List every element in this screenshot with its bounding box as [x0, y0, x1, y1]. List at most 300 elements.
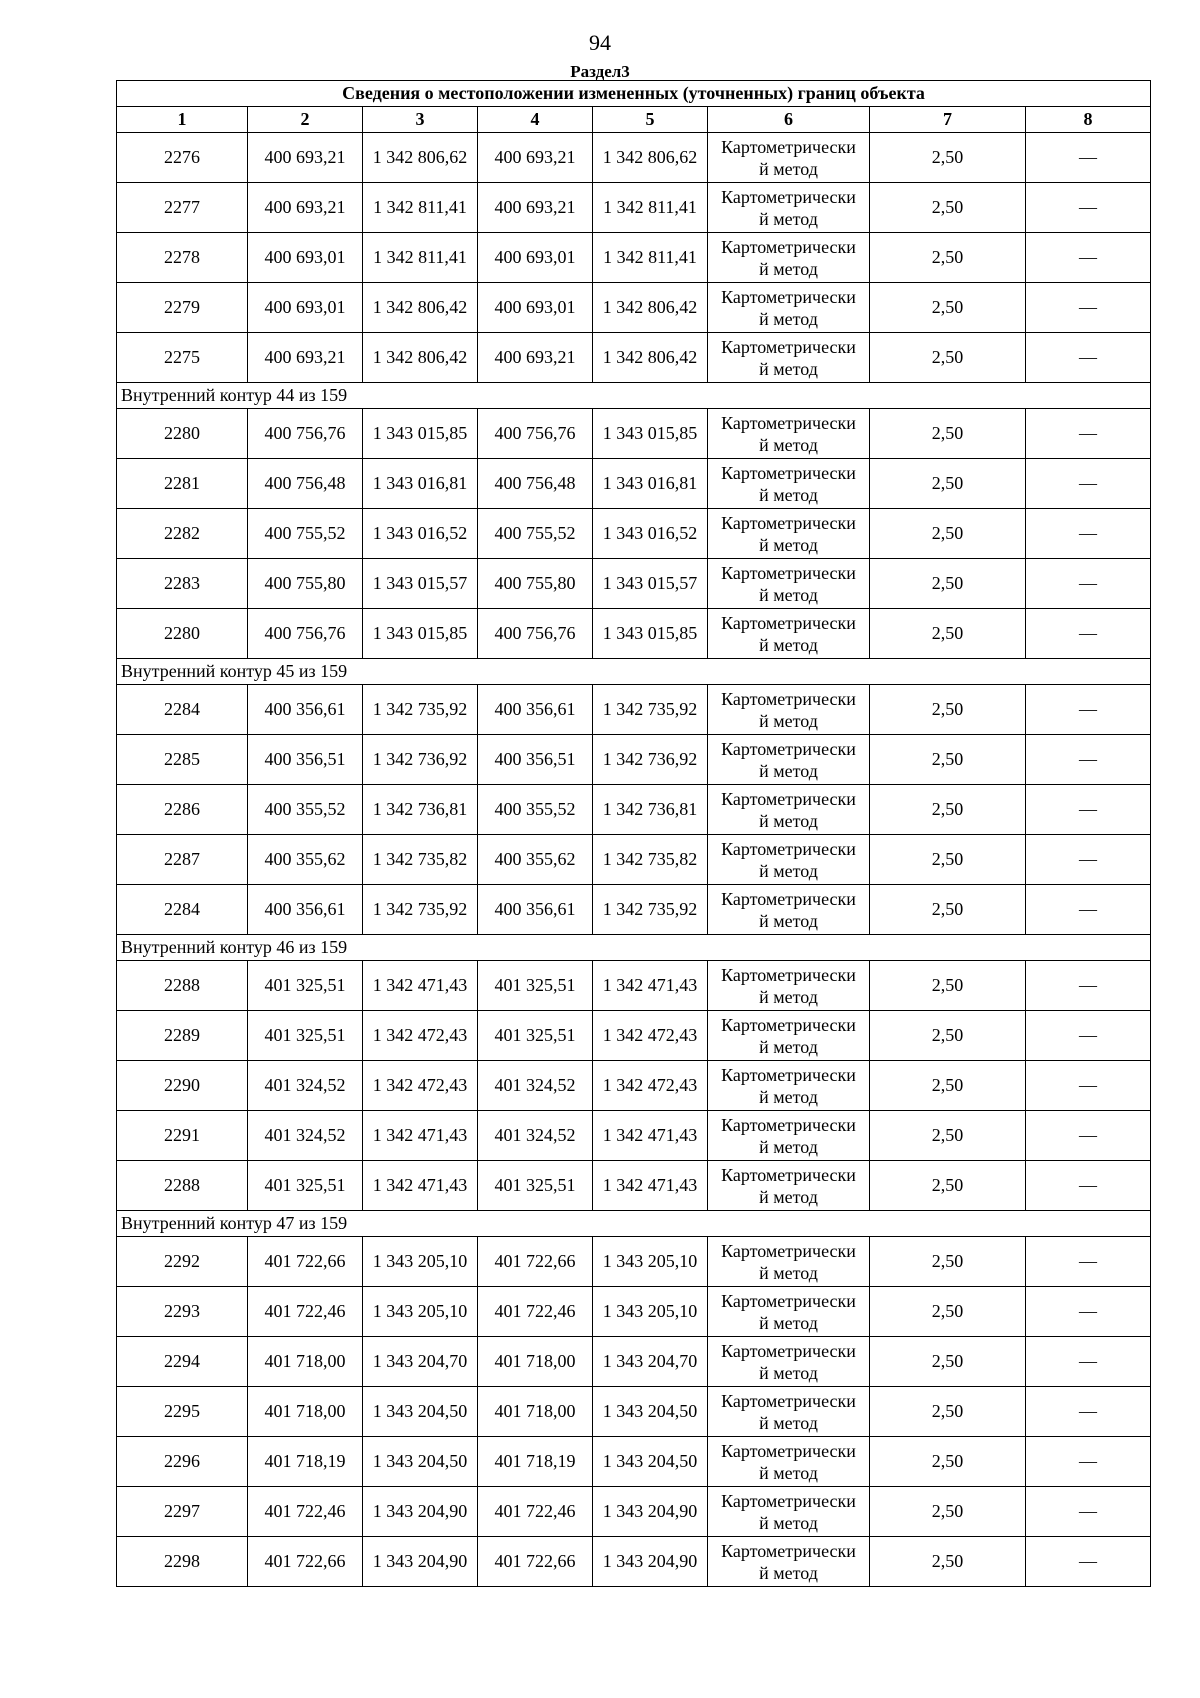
accuracy-cell: 2,50: [870, 1487, 1026, 1537]
note-cell: —: [1026, 459, 1151, 509]
contour-heading-row: [117, 659, 1151, 685]
y-old-cell: 1 342 736,81: [363, 785, 478, 835]
y-new-cell: 1 342 472,43: [593, 1011, 708, 1061]
x-old-cell: 400 355,62: [248, 835, 363, 885]
point-number-cell: 2283: [117, 559, 248, 609]
x-new-cell: 401 722,66: [478, 1237, 593, 1287]
x-old-cell: 400 693,01: [248, 283, 363, 333]
method-line: й метод: [759, 1562, 818, 1583]
y-old-cell: 1 342 471,43: [363, 1161, 478, 1211]
x-old-cell: 401 718,00: [248, 1387, 363, 1437]
note-cell: —: [1026, 1337, 1151, 1387]
note-cell: —: [1026, 1011, 1151, 1061]
note-cell: —: [1026, 333, 1151, 383]
method-line: й метод: [759, 910, 818, 931]
note-cell: —: [1026, 835, 1151, 885]
accuracy-cell: 2,50: [870, 961, 1026, 1011]
y-new-cell: 1 343 015,85: [593, 609, 708, 659]
point-number-cell: 2278: [117, 233, 248, 283]
accuracy-cell: 2,50: [870, 559, 1026, 609]
note-cell: —: [1026, 1437, 1151, 1487]
y-new-cell: 1 343 204,50: [593, 1437, 708, 1487]
table-row: [117, 1387, 1151, 1437]
note-cell: —: [1026, 409, 1151, 459]
table-row: [117, 459, 1151, 509]
method-line: й метод: [759, 1412, 818, 1433]
contour-heading-row: [117, 1211, 1151, 1237]
method-cell: [708, 133, 870, 183]
x-old-cell: 401 718,19: [248, 1437, 363, 1487]
boundary-coordinates-table: [116, 80, 1151, 1587]
method-cell: [708, 183, 870, 233]
method-line: й метод: [759, 208, 818, 229]
y-new-cell: 1 342 471,43: [593, 1111, 708, 1161]
table-row: [117, 409, 1151, 459]
contour-heading: Внутренний контур 44 из 159: [117, 383, 1151, 409]
method-cell: [708, 735, 870, 785]
method-line: Картометрически: [721, 1164, 856, 1185]
y-new-cell: 1 343 016,52: [593, 509, 708, 559]
y-new-cell: 1 343 204,90: [593, 1537, 708, 1587]
x-old-cell: 400 755,52: [248, 509, 363, 559]
y-old-cell: 1 342 472,43: [363, 1011, 478, 1061]
point-number-cell: 2285: [117, 735, 248, 785]
y-new-cell: 1 343 016,81: [593, 459, 708, 509]
y-old-cell: 1 343 204,50: [363, 1437, 478, 1487]
x-old-cell: 401 722,46: [248, 1287, 363, 1337]
table-row: [117, 509, 1151, 559]
accuracy-cell: 2,50: [870, 609, 1026, 659]
x-old-cell: 400 693,21: [248, 333, 363, 383]
contour-heading: Внутренний контур 47 из 159: [117, 1211, 1151, 1237]
method-line: Картометрически: [721, 1490, 856, 1511]
column-number: 1: [117, 107, 248, 133]
method-line: Картометрически: [721, 1340, 856, 1361]
point-number-cell: 2291: [117, 1111, 248, 1161]
table-body: [117, 133, 1151, 1587]
x-new-cell: 401 325,51: [478, 1161, 593, 1211]
method-line: й метод: [759, 158, 818, 179]
note-cell: —: [1026, 559, 1151, 609]
x-old-cell: 400 356,51: [248, 735, 363, 785]
table-row: [117, 1287, 1151, 1337]
method-line: Картометрически: [721, 412, 856, 433]
point-number-cell: 2286: [117, 785, 248, 835]
y-old-cell: 1 343 204,70: [363, 1337, 478, 1387]
y-old-cell: 1 343 015,85: [363, 409, 478, 459]
method-line: й метод: [759, 308, 818, 329]
y-new-cell: 1 342 735,92: [593, 685, 708, 735]
note-cell: —: [1026, 1111, 1151, 1161]
table-row: [117, 885, 1151, 935]
method-line: й метод: [759, 1462, 818, 1483]
y-old-cell: 1 342 811,41: [363, 233, 478, 283]
y-old-cell: 1 343 015,85: [363, 609, 478, 659]
point-number-cell: 2294: [117, 1337, 248, 1387]
y-new-cell: 1 342 811,41: [593, 183, 708, 233]
x-new-cell: 401 324,52: [478, 1111, 593, 1161]
x-new-cell: 401 718,00: [478, 1337, 593, 1387]
method-line: й метод: [759, 258, 818, 279]
note-cell: —: [1026, 1537, 1151, 1587]
table-row: [117, 685, 1151, 735]
method-line: Картометрически: [721, 964, 856, 985]
method-line: й метод: [759, 634, 818, 655]
method-cell: [708, 559, 870, 609]
x-old-cell: 401 324,52: [248, 1061, 363, 1111]
method-line: й метод: [759, 434, 818, 455]
x-old-cell: 400 756,76: [248, 609, 363, 659]
method-line: й метод: [759, 1136, 818, 1157]
y-old-cell: 1 343 204,90: [363, 1487, 478, 1537]
method-line: Картометрически: [721, 1390, 856, 1411]
method-line: й метод: [759, 1512, 818, 1533]
x-new-cell: 400 356,61: [478, 685, 593, 735]
accuracy-cell: 2,50: [870, 1011, 1026, 1061]
column-number: 8: [1026, 107, 1151, 133]
y-new-cell: 1 342 735,92: [593, 885, 708, 935]
x-old-cell: 400 756,48: [248, 459, 363, 509]
method-cell: [708, 1287, 870, 1337]
note-cell: —: [1026, 233, 1151, 283]
y-new-cell: 1 343 204,70: [593, 1337, 708, 1387]
method-cell: [708, 1487, 870, 1537]
method-cell: [708, 333, 870, 383]
table-row: [117, 1337, 1151, 1387]
table-row: [117, 1537, 1151, 1587]
y-new-cell: 1 342 806,42: [593, 333, 708, 383]
note-cell: —: [1026, 609, 1151, 659]
accuracy-cell: 2,50: [870, 409, 1026, 459]
accuracy-cell: 2,50: [870, 885, 1026, 935]
point-number-cell: 2280: [117, 609, 248, 659]
y-old-cell: 1 342 811,41: [363, 183, 478, 233]
note-cell: —: [1026, 1387, 1151, 1437]
method-line: й метод: [759, 1262, 818, 1283]
point-number-cell: 2277: [117, 183, 248, 233]
column-number: 6: [708, 107, 870, 133]
y-new-cell: 1 343 205,10: [593, 1237, 708, 1287]
x-new-cell: 400 356,61: [478, 885, 593, 935]
y-old-cell: 1 342 806,42: [363, 283, 478, 333]
point-number-cell: 2275: [117, 333, 248, 383]
x-new-cell: 400 693,01: [478, 233, 593, 283]
x-old-cell: 401 325,51: [248, 961, 363, 1011]
y-old-cell: 1 343 205,10: [363, 1287, 478, 1337]
x-new-cell: 401 325,51: [478, 961, 593, 1011]
y-new-cell: 1 342 472,43: [593, 1061, 708, 1111]
table-row: [117, 133, 1151, 183]
x-new-cell: 400 756,76: [478, 409, 593, 459]
x-new-cell: 401 722,46: [478, 1287, 593, 1337]
x-new-cell: 400 755,52: [478, 509, 593, 559]
y-new-cell: 1 343 204,90: [593, 1487, 708, 1537]
point-number-cell: 2288: [117, 1161, 248, 1211]
method-cell: [708, 785, 870, 835]
method-cell: [708, 961, 870, 1011]
y-new-cell: 1 342 471,43: [593, 961, 708, 1011]
note-cell: —: [1026, 509, 1151, 559]
x-new-cell: 401 722,66: [478, 1537, 593, 1587]
table-row: [117, 333, 1151, 383]
table-row: [117, 233, 1151, 283]
y-old-cell: 1 343 016,81: [363, 459, 478, 509]
method-line: Картометрически: [721, 1440, 856, 1461]
note-cell: —: [1026, 133, 1151, 183]
note-cell: —: [1026, 283, 1151, 333]
x-old-cell: 401 722,66: [248, 1237, 363, 1287]
table-row: [117, 1011, 1151, 1061]
section-title: Раздел3: [570, 62, 630, 81]
method-cell: [708, 509, 870, 559]
column-number: 5: [593, 107, 708, 133]
y-new-cell: 1 342 806,62: [593, 133, 708, 183]
accuracy-cell: 2,50: [870, 685, 1026, 735]
table-caption: Сведения о местоположении измененных (уточненных) границ объекта: [117, 81, 1151, 107]
accuracy-cell: 2,50: [870, 1111, 1026, 1161]
note-cell: —: [1026, 735, 1151, 785]
method-line: й метод: [759, 810, 818, 831]
method-line: Картометрически: [721, 336, 856, 357]
y-old-cell: 1 342 472,43: [363, 1061, 478, 1111]
page-number: 94: [589, 30, 611, 55]
y-new-cell: 1 342 736,92: [593, 735, 708, 785]
x-old-cell: 400 756,76: [248, 409, 363, 459]
method-cell: [708, 1237, 870, 1287]
table-row: [117, 609, 1151, 659]
method-cell: [708, 1537, 870, 1587]
method-line: й метод: [759, 584, 818, 605]
method-line: Картометрически: [721, 612, 856, 633]
note-cell: —: [1026, 885, 1151, 935]
method-cell: [708, 409, 870, 459]
y-new-cell: 1 342 806,42: [593, 283, 708, 333]
y-new-cell: 1 342 811,41: [593, 233, 708, 283]
accuracy-cell: 2,50: [870, 509, 1026, 559]
accuracy-cell: 2,50: [870, 233, 1026, 283]
method-line: й метод: [759, 760, 818, 781]
accuracy-cell: 2,50: [870, 1337, 1026, 1387]
x-old-cell: 400 356,61: [248, 885, 363, 935]
y-old-cell: 1 342 735,82: [363, 835, 478, 885]
x-old-cell: 400 755,80: [248, 559, 363, 609]
point-number-cell: 2287: [117, 835, 248, 885]
method-line: Картометрически: [721, 838, 856, 859]
method-line: Картометрически: [721, 1064, 856, 1085]
method-line: й метод: [759, 1036, 818, 1057]
x-old-cell: 401 324,52: [248, 1111, 363, 1161]
point-number-cell: 2297: [117, 1487, 248, 1537]
column-number: 4: [478, 107, 593, 133]
note-cell: —: [1026, 1061, 1151, 1111]
table-row: [117, 1487, 1151, 1537]
contour-heading-row: [117, 935, 1151, 961]
x-new-cell: 400 356,51: [478, 735, 593, 785]
method-line: Картометрически: [721, 136, 856, 157]
method-line: Картометрически: [721, 286, 856, 307]
y-new-cell: 1 343 205,10: [593, 1287, 708, 1337]
x-new-cell: 401 718,19: [478, 1437, 593, 1487]
note-cell: —: [1026, 785, 1151, 835]
x-new-cell: 400 693,01: [478, 283, 593, 333]
table-row: [117, 1437, 1151, 1487]
method-cell: [708, 1437, 870, 1487]
table-row: [117, 1237, 1151, 1287]
y-new-cell: 1 342 471,43: [593, 1161, 708, 1211]
accuracy-cell: 2,50: [870, 1061, 1026, 1111]
point-number-cell: 2298: [117, 1537, 248, 1587]
x-new-cell: 400 355,62: [478, 835, 593, 885]
x-old-cell: 401 325,51: [248, 1161, 363, 1211]
method-cell: [708, 835, 870, 885]
accuracy-cell: 2,50: [870, 1237, 1026, 1287]
x-old-cell: 401 722,66: [248, 1537, 363, 1587]
point-number-cell: 2284: [117, 885, 248, 935]
method-line: Картометрически: [721, 688, 856, 709]
note-cell: —: [1026, 961, 1151, 1011]
accuracy-cell: 2,50: [870, 1437, 1026, 1487]
accuracy-cell: 2,50: [870, 459, 1026, 509]
method-line: Картометрически: [721, 462, 856, 483]
x-old-cell: 400 693,21: [248, 183, 363, 233]
method-cell: [708, 283, 870, 333]
y-new-cell: 1 343 015,57: [593, 559, 708, 609]
table-row: [117, 1161, 1151, 1211]
method-line: Картометрически: [721, 1114, 856, 1135]
y-new-cell: 1 342 736,81: [593, 785, 708, 835]
method-line: Картометрически: [721, 888, 856, 909]
x-new-cell: 400 756,48: [478, 459, 593, 509]
x-new-cell: 400 693,21: [478, 133, 593, 183]
accuracy-cell: 2,50: [870, 333, 1026, 383]
method-line: й метод: [759, 710, 818, 731]
method-line: Картометрически: [721, 562, 856, 583]
method-line: Картометрически: [721, 186, 856, 207]
y-new-cell: 1 343 015,85: [593, 409, 708, 459]
y-old-cell: 1 342 471,43: [363, 961, 478, 1011]
accuracy-cell: 2,50: [870, 1387, 1026, 1437]
accuracy-cell: 2,50: [870, 1287, 1026, 1337]
note-cell: —: [1026, 1487, 1151, 1537]
method-cell: [708, 459, 870, 509]
point-number-cell: 2289: [117, 1011, 248, 1061]
point-number-cell: 2276: [117, 133, 248, 183]
method-cell: [708, 685, 870, 735]
accuracy-cell: 2,50: [870, 1161, 1026, 1211]
method-line: й метод: [759, 986, 818, 1007]
note-cell: —: [1026, 1287, 1151, 1337]
y-new-cell: 1 342 735,82: [593, 835, 708, 885]
method-line: й метод: [759, 1186, 818, 1207]
y-old-cell: 1 342 735,92: [363, 885, 478, 935]
table-row: [117, 1061, 1151, 1111]
note-cell: —: [1026, 685, 1151, 735]
method-line: Картометрически: [721, 236, 856, 257]
x-new-cell: 400 756,76: [478, 609, 593, 659]
method-line: й метод: [759, 358, 818, 379]
method-line: й метод: [759, 1086, 818, 1107]
method-line: Картометрически: [721, 512, 856, 533]
column-number-row: [117, 107, 1151, 133]
y-old-cell: 1 342 806,62: [363, 133, 478, 183]
accuracy-cell: 2,50: [870, 183, 1026, 233]
column-number: 7: [870, 107, 1026, 133]
accuracy-cell: 2,50: [870, 133, 1026, 183]
x-new-cell: 401 722,46: [478, 1487, 593, 1537]
x-new-cell: 401 324,52: [478, 1061, 593, 1111]
method-cell: [708, 1161, 870, 1211]
method-cell: [708, 609, 870, 659]
method-line: й метод: [759, 1362, 818, 1383]
method-cell: [708, 1061, 870, 1111]
x-old-cell: 400 355,52: [248, 785, 363, 835]
x-new-cell: 401 718,00: [478, 1387, 593, 1437]
contour-heading-row: [117, 383, 1151, 409]
y-new-cell: 1 343 204,50: [593, 1387, 708, 1437]
table-row: [117, 183, 1151, 233]
point-number-cell: 2293: [117, 1287, 248, 1337]
x-new-cell: 400 355,52: [478, 785, 593, 835]
accuracy-cell: 2,50: [870, 735, 1026, 785]
table-row: [117, 1111, 1151, 1161]
point-number-cell: 2284: [117, 685, 248, 735]
y-old-cell: 1 342 806,42: [363, 333, 478, 383]
method-line: Картометрически: [721, 788, 856, 809]
method-line: Картометрически: [721, 1290, 856, 1311]
point-number-cell: 2288: [117, 961, 248, 1011]
x-new-cell: 400 755,80: [478, 559, 593, 609]
contour-heading: Внутренний контур 45 из 159: [117, 659, 1151, 685]
point-number-cell: 2292: [117, 1237, 248, 1287]
contour-heading: Внутренний контур 46 из 159: [117, 935, 1151, 961]
y-old-cell: 1 343 015,57: [363, 559, 478, 609]
x-new-cell: 401 325,51: [478, 1011, 593, 1061]
x-new-cell: 400 693,21: [478, 183, 593, 233]
table-row: [117, 785, 1151, 835]
y-old-cell: 1 343 205,10: [363, 1237, 478, 1287]
method-line: Картометрически: [721, 738, 856, 759]
accuracy-cell: 2,50: [870, 283, 1026, 333]
x-old-cell: 400 356,61: [248, 685, 363, 735]
table-row: [117, 961, 1151, 1011]
point-number-cell: 2279: [117, 283, 248, 333]
y-old-cell: 1 342 736,92: [363, 735, 478, 785]
y-old-cell: 1 342 735,92: [363, 685, 478, 735]
point-number-cell: 2296: [117, 1437, 248, 1487]
method-line: й метод: [759, 860, 818, 881]
accuracy-cell: 2,50: [870, 835, 1026, 885]
point-number-cell: 2280: [117, 409, 248, 459]
x-old-cell: 400 693,01: [248, 233, 363, 283]
method-cell: [708, 1111, 870, 1161]
y-old-cell: 1 343 016,52: [363, 509, 478, 559]
method-line: й метод: [759, 484, 818, 505]
x-old-cell: 401 718,00: [248, 1337, 363, 1387]
y-old-cell: 1 342 471,43: [363, 1111, 478, 1161]
x-old-cell: 401 325,51: [248, 1011, 363, 1061]
method-cell: [708, 233, 870, 283]
method-cell: [708, 1337, 870, 1387]
point-number-cell: 2281: [117, 459, 248, 509]
method-line: Картометрически: [721, 1540, 856, 1561]
table-row: [117, 283, 1151, 333]
method-cell: [708, 1011, 870, 1061]
method-cell: [708, 1387, 870, 1437]
y-old-cell: 1 343 204,90: [363, 1537, 478, 1587]
method-line: Картометрически: [721, 1014, 856, 1035]
point-number-cell: 2282: [117, 509, 248, 559]
table-row: [117, 735, 1151, 785]
